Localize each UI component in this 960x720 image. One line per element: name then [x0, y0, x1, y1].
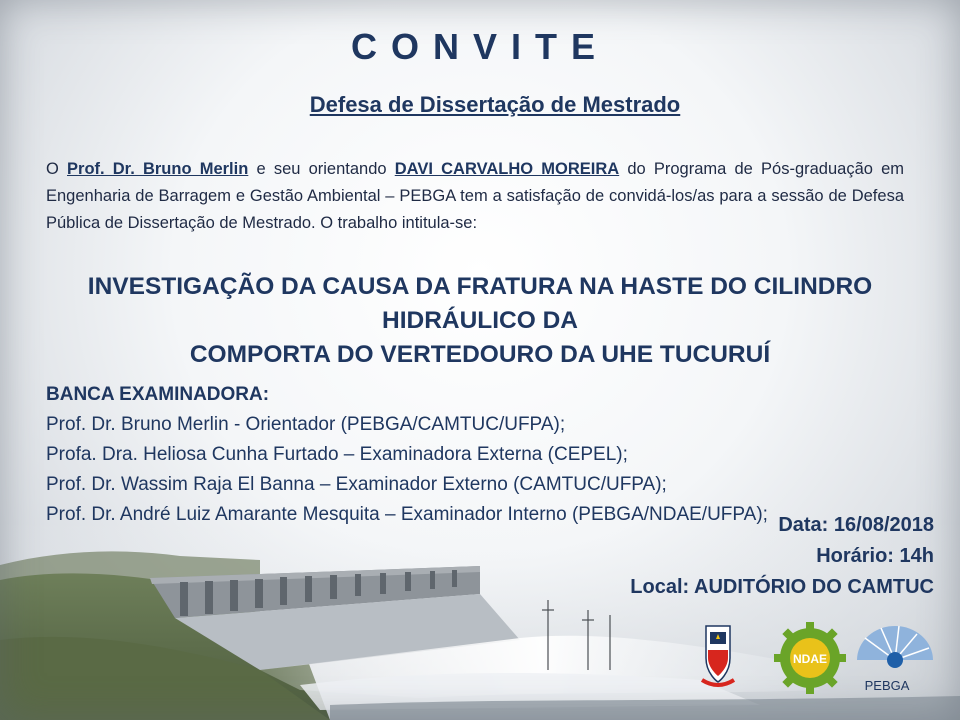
student-name: DAVI CARVALHO MOREIRA — [394, 160, 620, 178]
logos — [690, 618, 940, 698]
board-member: Prof. Dr. André Luiz Amarante Mesquita – Examinador Interno (PEBGA/NDAE/UFPA); — [46, 504, 768, 525]
intro-text-1: O — [46, 160, 68, 178]
event-location: Local: AUDITÓRIO DO CAMTUC — [630, 576, 934, 598]
page-title: CONVITE — [350, 26, 609, 67]
examining-board — [46, 380, 766, 530]
ufpa-logo — [702, 626, 734, 685]
intro-text-2: e seu orientando — [248, 160, 395, 178]
ndae-logo — [774, 622, 846, 694]
ndae-logo-text: NDAE — [792, 652, 828, 666]
event-date: Data: 16/08/2018 — [778, 514, 934, 536]
page-subtitle: Defesa de Dissertação de Mestrado — [309, 92, 681, 117]
board-member: Prof. Dr. Bruno Merlin - Orientador (PEBGA/CAMTUC/UFPA); — [46, 414, 566, 435]
event-info — [630, 510, 934, 603]
event-time: Horário: 14h — [816, 545, 934, 567]
intro-paragraph — [46, 156, 904, 237]
board-heading: BANCA EXAMINADORA: — [46, 384, 270, 405]
pebga-logo — [857, 626, 933, 693]
pebga-logo-text: PEBGA — [864, 678, 910, 693]
board-member: Prof. Dr. Wassim Raja El Banna – Examinador Externo (CAMTUC/UFPA); — [46, 474, 667, 495]
thesis-title-line-1: INVESTIGAÇÃO DA CAUSA DA FRATURA NA HASTE DO CILINDRO HIDRÁULICO DA — [87, 273, 873, 334]
intro-text-3: do Programa de Pós-graduação em Engenharia de Barragem e Gestão Ambiental – PEBGA tem a satisfação de convidá-los/as para a sessão de Defesa Pública de Dissertação de Mestrado. O trabalho intitula-se: — [46, 160, 905, 232]
advisor-name: Prof. Dr. Bruno Merlin — [67, 160, 249, 178]
thesis-title — [40, 270, 920, 372]
board-member: Profa. Dra. Heliosa Cunha Furtado – Examinadora Externa (CEPEL); — [46, 444, 628, 465]
thesis-title-line-2: COMPORTA DO VERTEDOURO DA UHE TUCURUÍ — [189, 341, 771, 368]
